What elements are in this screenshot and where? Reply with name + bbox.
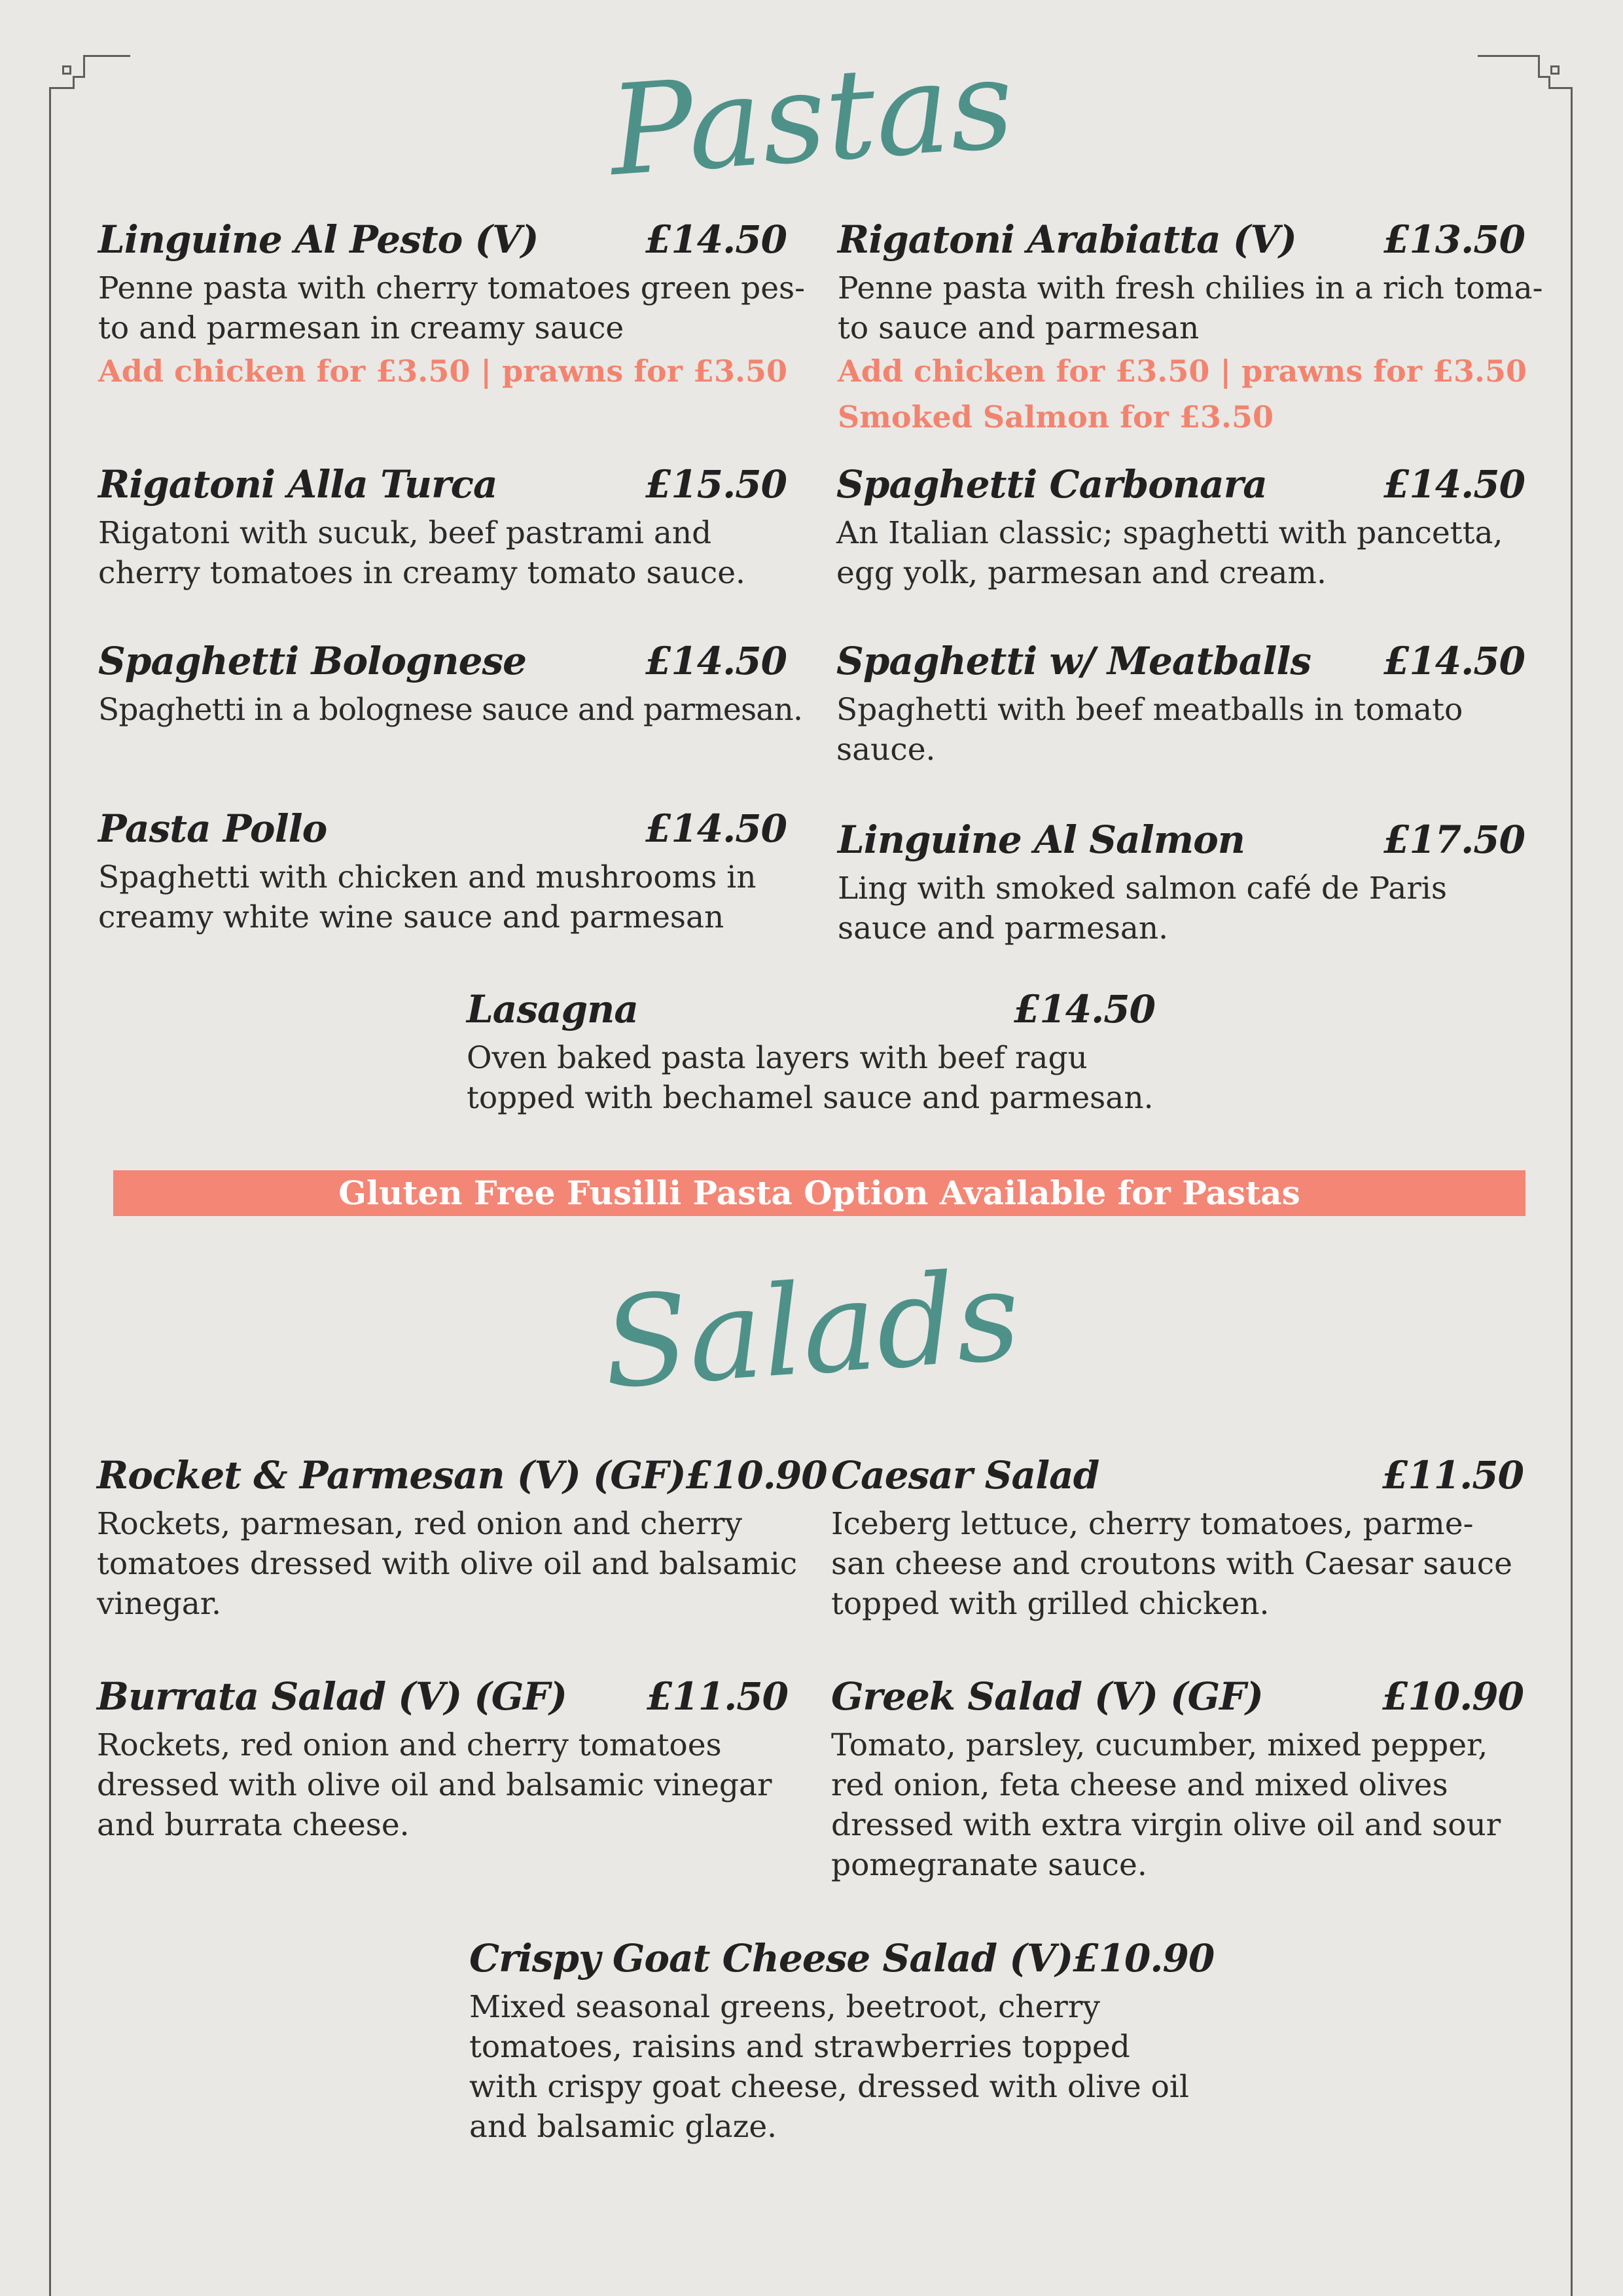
- description-line: dressed with olive oil and balsamic vinegar: [97, 1767, 772, 1803]
- description-line: Rigatoni with sucuk, beef pastrami and: [98, 515, 712, 551]
- item-description: [97, 1504, 798, 1624]
- description-line: vinegar.: [97, 1586, 222, 1622]
- description-line: to sauce and parmesan: [838, 310, 1200, 346]
- frame-top-left-box: [62, 65, 71, 75]
- item-name: Burrata Salad (V) (GF): [97, 1674, 567, 1719]
- description-line: Ling with smoked salmon café de Paris: [838, 870, 1447, 906]
- menu-item-spaghetti-bolognese: [98, 639, 803, 730]
- item-description: [467, 1038, 1155, 1118]
- description-line: and burrata cheese.: [97, 1807, 410, 1843]
- description-line: pomegranate sauce.: [831, 1847, 1147, 1883]
- menu-item-greek-salad: [831, 1674, 1524, 1885]
- item-addon: Add chicken for £3.50 | prawns for £3.50: [838, 353, 1527, 389]
- frame-top-left-riser: [73, 76, 75, 89]
- menu-item-spaghetti-carbonara: [836, 462, 1525, 593]
- item-addon: Smoked Salmon for £3.50: [838, 399, 1274, 435]
- item-name: Crispy Goat Cheese Salad (V): [469, 1936, 1073, 1981]
- description-line: Tomato, parsley, cucumber, mixed pepper,: [831, 1727, 1488, 1763]
- item-price: £14.50: [1383, 639, 1525, 683]
- menu-item-spaghetti-meatballs: [836, 639, 1525, 770]
- description-line: tomatoes dressed with olive oil and balsamic: [97, 1546, 798, 1582]
- description-line: Mixed seasonal greens, beetroot, cherry: [469, 1989, 1100, 2025]
- frame-top-left-top: [83, 55, 85, 78]
- pastas-heading: Pastas: [605, 31, 1018, 204]
- salads-heading: Salads: [598, 1243, 1025, 1416]
- menu-item-rigatoni-arabiatta: [838, 217, 1543, 440]
- description-line: to and parmesan in creamy sauce: [98, 310, 624, 346]
- item-price: £14.50: [645, 639, 787, 683]
- item-price: £14.50: [645, 217, 787, 262]
- item-price: £10.90: [1382, 1674, 1524, 1719]
- item-name: Spaghetti Bolognese: [98, 639, 527, 683]
- menu-item-crispy-goat-cheese-salad: [469, 1936, 1215, 2147]
- item-name: Pasta Pollo: [98, 806, 327, 851]
- item-name: Rigatoni Alla Turca: [98, 462, 497, 507]
- menu-item-linguine-al-pesto: [98, 217, 806, 394]
- item-name: Spaghetti w/ Meatballs: [836, 639, 1311, 683]
- menu-item-rocket-parmesan: [97, 1453, 827, 1624]
- item-description: [98, 690, 803, 730]
- frame-left-line: [49, 88, 51, 2296]
- description-line: sauce.: [836, 732, 936, 768]
- description-line: Penne pasta with fresh chilies in a rich toma-: [838, 270, 1543, 306]
- menu-item-pasta-pollo: [98, 806, 787, 937]
- item-description: [831, 1504, 1524, 1624]
- item-name: Linguine Al Salmon: [838, 817, 1245, 862]
- item-price: £13.50: [1383, 217, 1525, 262]
- item-description: [98, 857, 787, 937]
- item-description: [98, 513, 787, 593]
- item-name: Lasagna: [467, 987, 638, 1031]
- description-line: Rockets, red onion and cherry tomatoes: [97, 1727, 722, 1763]
- item-price: £14.50: [1014, 987, 1155, 1031]
- description-line: Oven baked pasta layers with beef ragu: [467, 1040, 1088, 1076]
- description-line: san cheese and croutons with Caesar sauce: [831, 1546, 1512, 1582]
- description-line: egg yolk, parmesan and cream.: [836, 555, 1327, 591]
- description-line: red onion, feta cheese and mixed olives: [831, 1767, 1448, 1803]
- item-description: [838, 869, 1525, 948]
- item-price: £10.90: [685, 1453, 827, 1498]
- description-line: sauce and parmesan.: [838, 910, 1169, 946]
- description-line: topped with grilled chicken.: [831, 1586, 1270, 1622]
- item-name: Rigatoni Arabiatta (V): [838, 217, 1296, 262]
- item-description: [836, 513, 1525, 593]
- item-price: £15.50: [645, 462, 787, 507]
- item-price: £11.50: [1382, 1453, 1524, 1498]
- item-addon: Add chicken for £3.50 | prawns for £3.50: [98, 353, 788, 389]
- item-name: Linguine Al Pesto (V): [98, 217, 539, 262]
- description-line: dressed with extra virgin olive oil and sour: [831, 1807, 1501, 1843]
- item-name: Spaghetti Carbonara: [836, 462, 1267, 507]
- item-description: [836, 690, 1525, 770]
- description-line: topped with bechamel sauce and parmesan.: [467, 1080, 1154, 1116]
- description-line: An Italian classic; spaghetti with pancetta,: [836, 515, 1503, 551]
- description-line: Spaghetti with beef meatballs in tomato: [836, 692, 1463, 728]
- frame-right-line: [1571, 88, 1573, 2296]
- item-name: Greek Salad (V) (GF): [831, 1674, 1263, 1719]
- item-name: Caesar Salad: [831, 1453, 1099, 1498]
- frame-top-left-step: [49, 87, 73, 89]
- menu-item-burrata-salad: [97, 1674, 788, 1845]
- description-line: Spaghetti in a bolognese sauce and parmesan.: [98, 692, 803, 728]
- description-line: cherry tomatoes in creamy tomato sauce.: [98, 555, 745, 591]
- item-price: £17.50: [1383, 817, 1525, 862]
- menu-item-rigatoni-alla-turca: [98, 462, 787, 593]
- gluten-free-banner: Gluten Free Fusilli Pasta Option Available for Pastas: [113, 1170, 1525, 1216]
- frame-top-left-cap: [83, 55, 130, 57]
- menu-item-linguine-al-salmon: [838, 817, 1525, 948]
- description-line: with crispy goat cheese, dressed with olive oil: [469, 2069, 1189, 2105]
- description-line: tomatoes, raisins and strawberries topped: [469, 2029, 1130, 2065]
- item-price: £14.50: [645, 806, 787, 851]
- description-line: and balsamic glaze.: [469, 2109, 777, 2145]
- item-price: £14.50: [1383, 462, 1525, 507]
- item-description: [469, 1987, 1189, 2147]
- item-description: [97, 1725, 788, 1845]
- description-line: Rockets, parmesan, red onion and cherry: [97, 1506, 743, 1542]
- description-line: creamy white wine sauce and parmesan: [98, 899, 724, 935]
- item-name: Rocket & Parmesan (V) (GF): [97, 1453, 686, 1498]
- description-line: Iceberg lettuce, cherry tomatoes, parme-: [831, 1506, 1474, 1542]
- menu-item-lasagna: [467, 987, 1155, 1118]
- description-line: Spaghetti with chicken and mushrooms in: [98, 859, 757, 895]
- item-price: £11.50: [647, 1674, 788, 1719]
- description-line: Penne pasta with cherry tomatoes green pes-: [98, 270, 806, 306]
- item-description: [831, 1725, 1524, 1885]
- menu-item-caesar-salad: [831, 1453, 1524, 1624]
- item-description: [838, 268, 1543, 348]
- item-description: [98, 268, 806, 348]
- item-price: £10.90: [1073, 1936, 1215, 1981]
